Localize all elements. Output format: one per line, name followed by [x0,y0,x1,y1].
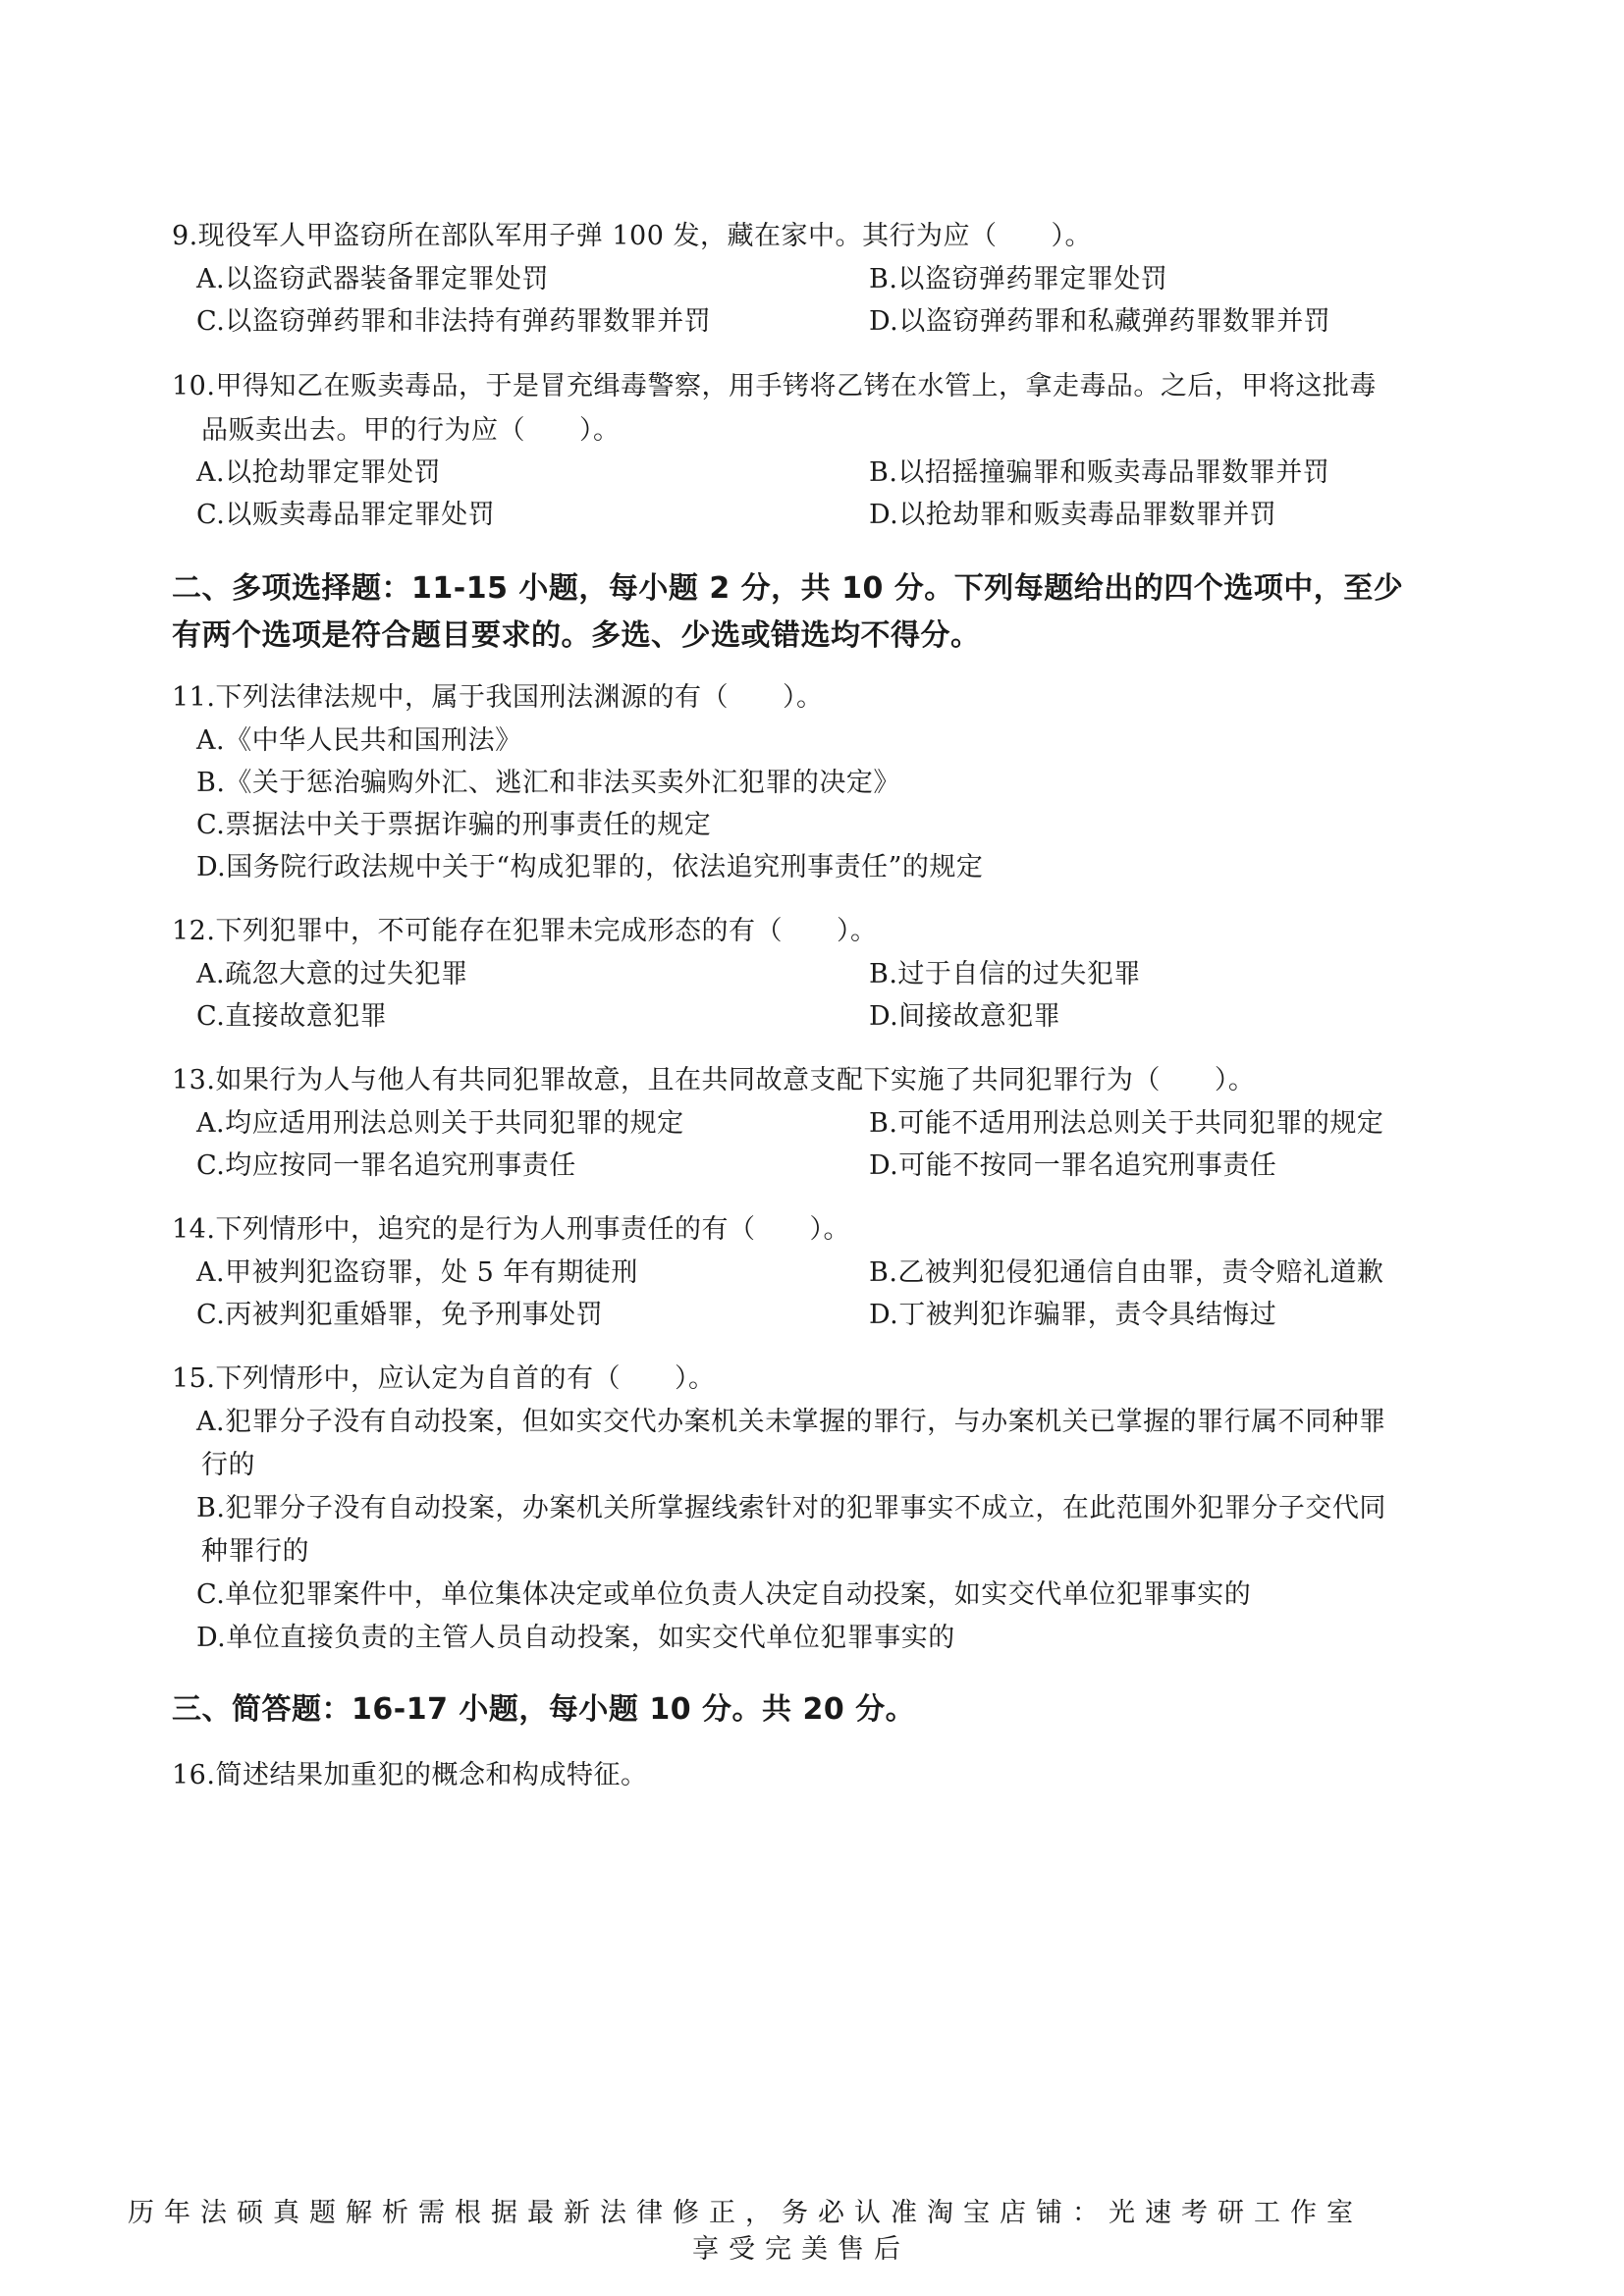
q9-stem: 9.现役军人甲盗窃所在部队军用子弹 100 发，藏在家中。其行为应（ ）。 [172,221,1092,251]
q15-option-a-line1: A.犯罪分子没有自动投案，但如实交代办案机关未掌握的罪行，与办案机关已掌握的罪行属不同种罪 [196,1407,1386,1437]
q13-option-b: B.可能不适用刑法总则关于共同犯罪的规定 [869,1108,1384,1139]
q15-option-a-line2: 行的 [201,1450,255,1480]
q12-option-d: D.间接故意犯罪 [869,1001,1061,1032]
q14-stem: 14.下列情形中，追究的是行为人刑事责任的有（ ）。 [172,1214,850,1245]
q10-stem-line2: 品贩卖出去。甲的行为应（ ）。 [201,415,621,446]
q15-option-c: C.单位犯罪案件中，单位集体决定或单位负责人决定自动投案，如实交代单位犯罪事实的 [196,1579,1252,1610]
footer-notice-line1: 历年法硕真题解析需根据最新法律修正，务必认准淘宝店铺：光速考研工作室 [128,2198,1363,2228]
q13-stem: 13.如果行为人与他人有共同犯罪故意，且在共同故意支配下实施了共同犯罪行为（ ）。 [172,1065,1256,1095]
q10-option-d: D.以抢劫罪和贩卖毒品罪数罪并罚 [869,500,1277,530]
q15-option-b-line2: 种罪行的 [201,1536,309,1567]
section-heading-multiple-choice-line2: 有两个选项是符合题目要求的。多选、少选或错选均不得分。 [172,618,981,653]
q15-option-d: D.单位直接负责的主管人员自动投案，如实交代单位犯罪事实的 [196,1623,955,1653]
q15-option-b-line1: B.犯罪分子没有自动投案，办案机关所掌握线索针对的犯罪事实不成立，在此范围外犯罪分子交代同 [196,1493,1386,1523]
q11-option-b: B.《关于惩治骗购外汇、逃汇和非法买卖外汇犯罪的决定》 [196,768,900,798]
q12-stem: 12.下列犯罪中，不可能存在犯罪未完成形态的有（ ）。 [172,916,878,946]
q13-option-a: A.均应适用刑法总则关于共同犯罪的规定 [196,1108,684,1139]
q14-option-c: C.丙被判犯重婚罪，免予刑事处罚 [196,1300,604,1330]
q11-option-d: D.国务院行政法规中关于“构成犯罪的，依法追究刑事责任”的规定 [196,852,984,882]
q10-option-b: B.以招摇撞骗罪和贩卖毒品罪数罪并罚 [869,457,1330,488]
q16-stem: 16.简述结果加重犯的概念和构成特征。 [172,1760,648,1790]
q11-option-a: A.《中华人民共和国刑法》 [196,725,522,756]
section-heading-multiple-choice-line1: 二、多项选择题：11-15 小题，每小题 2 分，共 10 分。下列每题给出的四个选项中，至少 [172,571,1404,606]
q9-option-c: C.以盗窃弹药罪和非法持有弹药罪数罪并罚 [196,306,712,337]
q14-option-d: D.丁被判犯诈骗罪，责令具结悔过 [869,1300,1277,1330]
q9-option-d: D.以盗窃弹药罪和私藏弹药罪数罪并罚 [869,306,1331,337]
q10-option-a: A.以抢劫罪定罪处罚 [196,457,442,488]
section-heading-short-answer: 三、简答题：16-17 小题，每小题 10 分。共 20 分。 [172,1692,916,1727]
q13-option-d: D.可能不按同一罪名追究刑事责任 [869,1150,1277,1181]
q9-option-a: A.以盗窃武器装备罪定罪处罚 [196,264,550,294]
q12-option-a: A.疏忽大意的过失犯罪 [196,959,468,989]
q12-option-c: C.直接故意犯罪 [196,1001,388,1032]
q12-option-b: B.过于自信的过失犯罪 [869,959,1141,989]
q10-option-c: C.以贩卖毒品罪定罪处罚 [196,500,496,530]
footer-notice-line2: 享受完美售后 [692,2234,910,2265]
q11-stem: 11.下列法律法规中，属于我国刑法渊源的有（ ）。 [172,682,824,713]
q11-option-c: C.票据法中关于票据诈骗的刑事责任的规定 [196,810,712,840]
q10-stem-line1: 10.甲得知乙在贩卖毒品，于是冒充缉毒警察，用手铐将乙铐在水管上，拿走毒品。之后，甲将这批毒 [172,371,1377,401]
q14-option-a: A.甲被判犯盗窃罪，处 5 年有期徒刑 [196,1257,638,1288]
q14-option-b: B.乙被判犯侵犯通信自由罪，责令赔礼道歉 [869,1257,1384,1288]
q13-option-c: C.均应按同一罪名追究刑事责任 [196,1150,576,1181]
q9-option-b: B.以盗窃弹药罪定罪处罚 [869,264,1168,294]
q15-stem: 15.下列情形中，应认定为自首的有（ ）。 [172,1363,716,1394]
